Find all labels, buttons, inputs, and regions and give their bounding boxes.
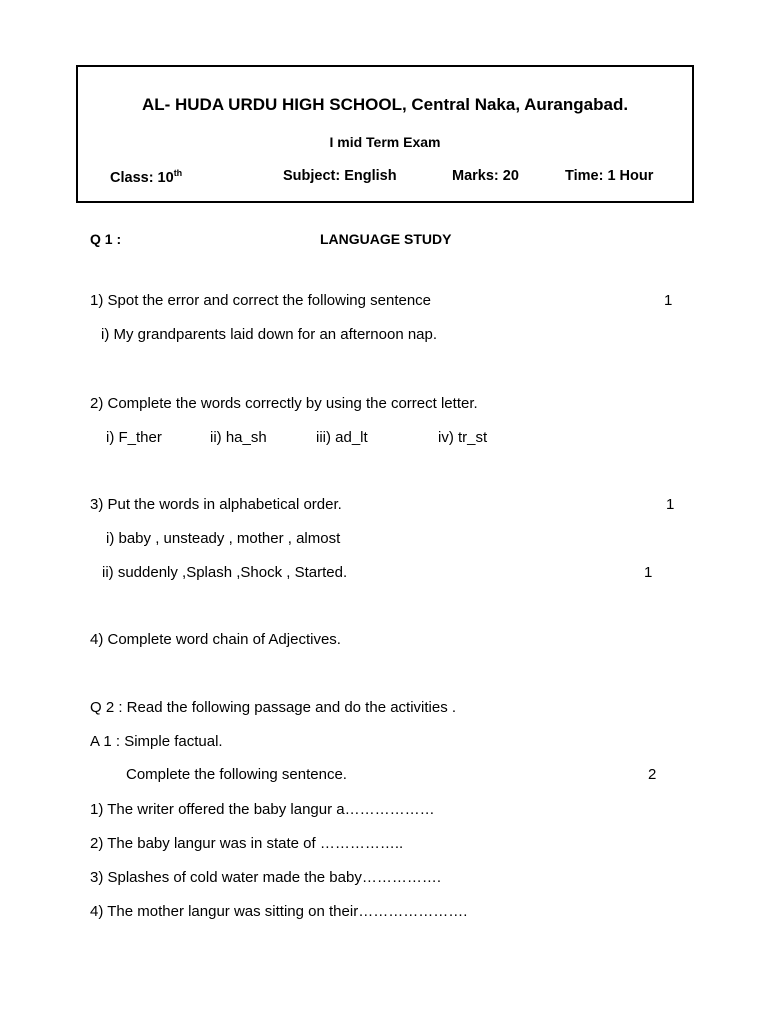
class-superscript: th bbox=[173, 168, 183, 178]
exam-title: I mid Term Exam bbox=[329, 134, 441, 150]
q2-a1: A 1 : Simple factual. bbox=[90, 733, 223, 750]
q1-item3-sub1: i) baby , unsteady , mother , almost bbox=[106, 530, 341, 547]
q1-item3-marks: 1 bbox=[666, 496, 675, 513]
time-info: Time: 1 Hour bbox=[565, 168, 654, 184]
q1-item1-text: 1) Spot the error and correct the following sentence bbox=[90, 292, 432, 309]
q1-item3-sub2: ii) suddenly ,Splash ,Shock , Started. bbox=[102, 564, 348, 581]
q1-item1-sub: i) My grandparents laid down for an afternoon nap. bbox=[101, 326, 438, 343]
class-info bbox=[110, 168, 182, 186]
school-name: AL- HUDA URDU HIGH SCHOOL, Central Naka, Aurangabad. bbox=[141, 95, 629, 114]
q1-heading: LANGUAGE STUDY bbox=[320, 231, 452, 247]
q2-item: 2) The baby langur was in state of …………….. bbox=[90, 835, 404, 852]
q2-item: 3) Splashes of cold water made the baby……………. bbox=[90, 869, 441, 886]
q1-item2-text: 2) Complete the words correctly by using the correct letter. bbox=[90, 395, 478, 412]
q2-instruction: Complete the following sentence. bbox=[126, 766, 347, 783]
q2-item: 4) The mother langur was sitting on their…………………. bbox=[90, 903, 468, 920]
q1-item2-option: i) F_ther bbox=[106, 429, 162, 446]
q1-item2-option: iv) tr_st bbox=[438, 429, 488, 446]
q2-item: 1) The writer offered the baby langur a……………… bbox=[90, 801, 435, 818]
q1-item3-sub2-marks: 1 bbox=[644, 564, 653, 581]
q2-label: Q 2 : Read the following passage and do the activities . bbox=[90, 699, 457, 716]
q1-item3-text: 3) Put the words in alphabetical order. bbox=[90, 496, 342, 513]
marks-info: Marks: 20 bbox=[452, 168, 519, 184]
q2-instruction-marks: 2 bbox=[648, 766, 657, 783]
q1-item4-text: 4) Complete word chain of Adjectives. bbox=[90, 631, 341, 648]
q1-label: Q 1 : bbox=[90, 231, 122, 247]
subject-info: Subject: English bbox=[283, 168, 397, 184]
q1-item2-option: ii) ha_sh bbox=[210, 429, 267, 446]
exam-header-box bbox=[76, 65, 694, 203]
q1-item2-option: iii) ad_lt bbox=[316, 429, 368, 446]
q1-item1-marks: 1 bbox=[664, 292, 673, 309]
class-label: Class: 10 bbox=[110, 169, 174, 186]
